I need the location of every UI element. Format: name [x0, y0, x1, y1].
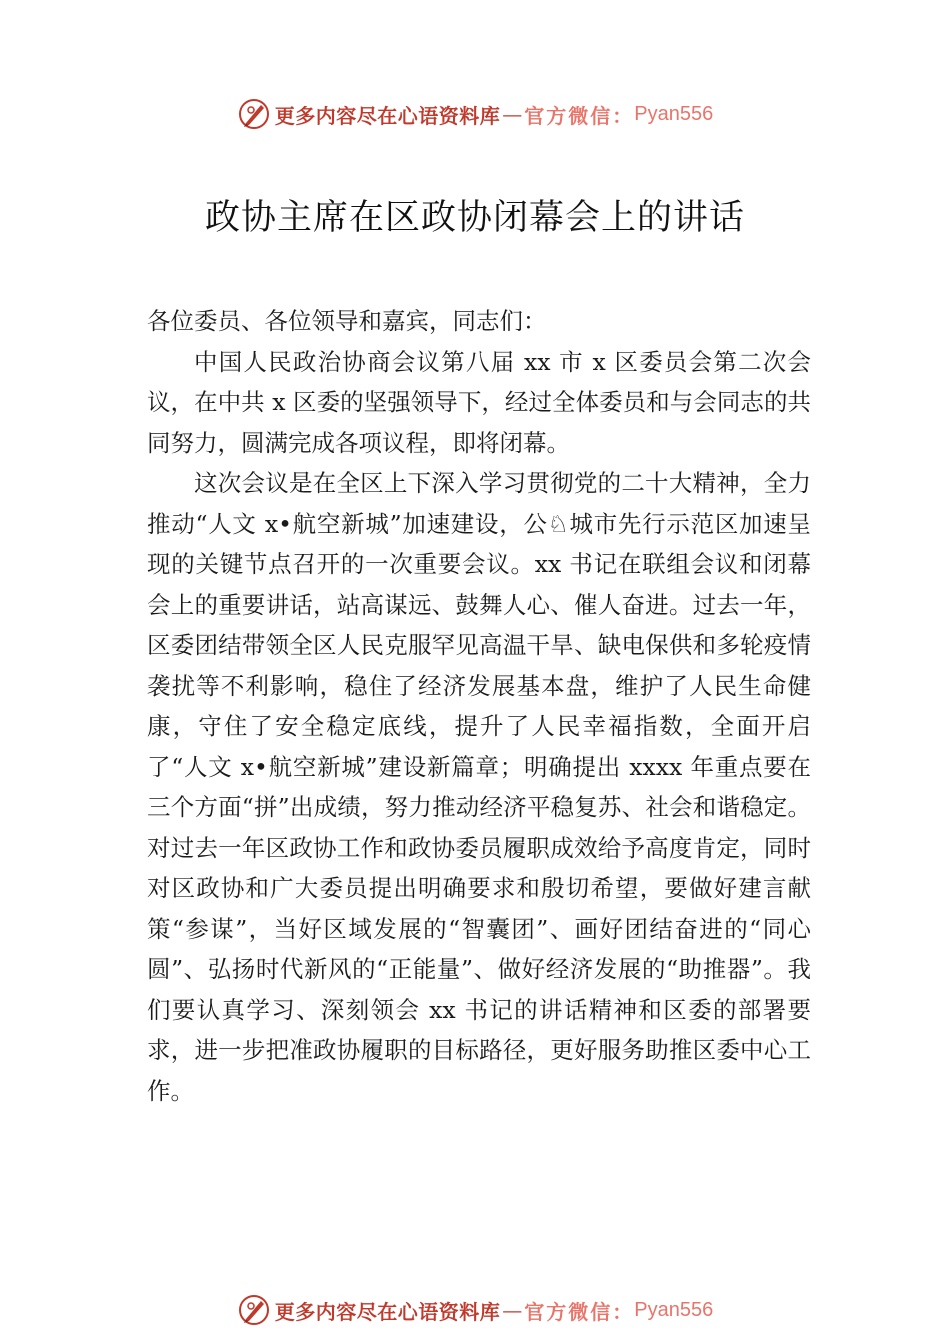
header-banner [0, 94, 950, 134]
pen-logo-icon [237, 1293, 271, 1327]
document-title: 政协主席在区政协闭幕会上的讲话 [204, 198, 745, 238]
paragraph: 中国人民政治协商会议第八届 xx 市 x 区委员会第二次会议，在中共 x 区委的坚强领导下，经过全体委员和与会同志的共同努力，圆满完成各项议程，即将闭幕。 [147, 347, 811, 457]
banner-wechat-id: Pyan556 [634, 1298, 714, 1321]
banner-official-label: 官方微信： [524, 1299, 635, 1324]
salutation: 各位委员、各位领导和嘉宾，同志们： [147, 307, 547, 335]
pen-logo-icon [237, 97, 271, 131]
document-body [147, 301, 811, 1111]
banner-official-label: 官方微信： [524, 103, 635, 128]
banner-library-text: 更多内容尽在心语资料库 [274, 1299, 501, 1324]
banner-library-text: 更多内容尽在心语资料库 [274, 103, 501, 128]
banner-dash: — [502, 102, 523, 126]
paragraph: 这次会议是在全区上下深入学习贯彻党的二十大精神，全力推动“人文 x•航空新城”加速建设，公♘城市先行示范区加速呈现的关键节点召开的一次重要会议。xx 书记在联组会议和闭幕会上的重要讲话，站高谋远、鼓舞人心、催人奋进。过去一年，区委团结带领全区人民克服罕见高温干旱、缺电保供和多轮疫情袭扰等不利影响，稳住了经济发展基本盘，维护了人民生命健康，守住了安全稳定底线，提升了人民幸福指数，全面开启了“人文 x•航空新城”建设新篇章；明确提出 xxxx 年重点要在三个方面“拼”出成绩，努力推动经济平稳复苏、社会和谐稳定。对过去一年区政协工作和政协委员履职成效给予高度肯定，同时对区政协和广大委员提出明确要求和殷切希望，要做好建言献策“参谋”，当好区域发展的“智囊团”、画好团结奋进的“同心圆”、弘扬时代新风的“正能量”、做好经济发展的“助推器”。我们要认真学习、深刻领会 xx 书记的讲话精神和区委的部署要求，进一步把准政协履职的目标路径，更好服务助推区委中心工作。 [147, 469, 811, 1105]
footer-banner [0, 1290, 950, 1330]
banner-wechat-id: Pyan556 [634, 102, 714, 125]
banner-dash: — [502, 1298, 523, 1322]
